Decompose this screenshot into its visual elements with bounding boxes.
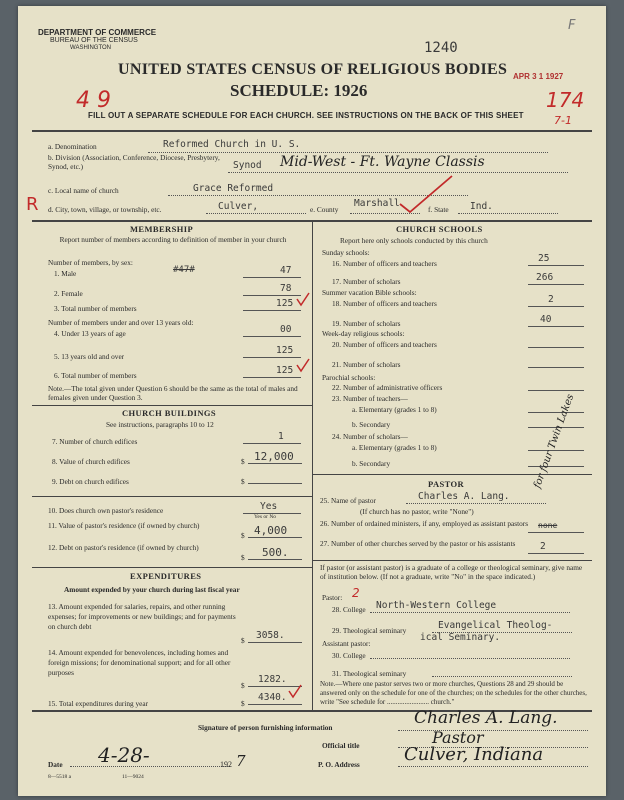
- year-printed: 192: [220, 760, 232, 769]
- county-label: e. County: [310, 205, 339, 214]
- q15-dollar: $: [241, 699, 245, 708]
- q13-line: [248, 642, 302, 643]
- state-label: f. State: [428, 205, 449, 214]
- expenditures-divider: [32, 567, 312, 568]
- q6-label: 6. Total number of members: [54, 371, 137, 380]
- q9-line: [248, 483, 302, 484]
- hand-left-number: 4 9: [76, 88, 111, 113]
- q5-label: 5. 13 years old and over: [54, 352, 125, 361]
- form-number: 8—5518 a: [48, 774, 72, 780]
- q29-label: 29. Theological seminary: [332, 626, 407, 635]
- q27-value: 2: [540, 541, 546, 552]
- q16-value: 25: [538, 253, 550, 264]
- pastor-note: Note.—Where one pastor serves two or more churches, Questions 28 and 29 should be answered only on the schedule for one of the churches; on the schedules for the other churches, write "See schedule for ........................ church.": [320, 680, 587, 706]
- q13-label: 13. Amount expended for salaries, repairs, and other running expenses; for improvements or new buildings; and for payments on church debt: [48, 602, 236, 631]
- q28-value: North-Western College: [376, 600, 497, 611]
- q11-value: 4,000: [254, 524, 288, 537]
- city-field-label: d. City, town, village, or township, etc.: [48, 205, 162, 214]
- q15-check: [288, 684, 302, 700]
- column-divider: [312, 220, 313, 710]
- city-line: [206, 213, 306, 214]
- q19-label: 19. Number of scholars: [332, 319, 401, 328]
- q6-check: [296, 358, 310, 374]
- q12-line: [248, 559, 302, 560]
- q3-line: [243, 310, 301, 311]
- membership-note: Report number of members according to definition of member in your church: [59, 235, 287, 244]
- q28-label: 28. College: [332, 605, 366, 614]
- local-name-value: Grace Reformed: [193, 183, 274, 194]
- q14-label: 14. Amount expended for benevolences, including homes and foreign missions; for denominational support; and for all other purposes: [48, 648, 231, 677]
- q12-label: 12. Debt on pastor's residence (if owned by church): [48, 543, 199, 552]
- buildings-title: CHURCH BUILDINGS: [122, 408, 217, 418]
- city-label: WASHINGTON: [70, 45, 112, 51]
- denomination-value: Reformed Church in U. S.: [163, 139, 301, 150]
- q6-line: [243, 377, 301, 378]
- date-label: Date: [48, 760, 63, 769]
- q25-note: (If church has no pastor, write "None"): [360, 507, 474, 516]
- q21-line: [528, 367, 584, 368]
- buildings-see: See instructions, paragraphs 10 to 12: [106, 420, 214, 429]
- q19-value: 40: [540, 314, 552, 325]
- hand-right-sub: 7-1: [554, 114, 572, 127]
- q13-value: 3058.: [256, 630, 285, 641]
- q14-value: 1282.: [258, 674, 287, 685]
- membership-title: MEMBERSHIP: [130, 224, 194, 234]
- q12-value: 500.: [262, 546, 289, 559]
- pastor-red-mark: 2: [352, 586, 360, 600]
- hand-right-number: 174: [546, 88, 585, 112]
- q29-continued: ical Seminary.: [420, 632, 501, 643]
- q4-line: [243, 336, 301, 337]
- division-hand: Mid-West - Ft. Wayne Classis: [280, 154, 485, 170]
- q4-value: 00: [280, 324, 292, 335]
- buildings-divider: [32, 405, 312, 406]
- q26-label: 26. Number of ordained ministers, if any, employed as assistant pastors: [320, 519, 529, 528]
- q11-label: 11. Value of pastor's residence (if owned by church): [48, 521, 200, 530]
- schools-title: CHURCH SCHOOLS: [396, 224, 483, 234]
- q1-line: [243, 277, 301, 278]
- q22-label: 22. Number of administrative officers: [332, 383, 443, 392]
- q20-line: [528, 347, 584, 348]
- q14-dollar: $: [241, 681, 245, 690]
- q13-dollar: $: [241, 636, 245, 645]
- pastor-residence-divider: [32, 496, 312, 497]
- q7-value: 1: [278, 431, 284, 442]
- division-typed: Synod: [233, 160, 262, 171]
- q12-dollar: $: [241, 553, 245, 562]
- yes-no-hint: Yes or No: [254, 514, 277, 520]
- parochial-label: Parochial schools:: [322, 373, 376, 382]
- q19-line: [528, 326, 584, 327]
- q15-line: [248, 704, 302, 705]
- q1-struck: #47#: [173, 265, 195, 275]
- address-label: P. O. Address: [318, 760, 360, 769]
- q23b-label: b. Secondary: [352, 420, 391, 429]
- q2-value: 78: [280, 283, 292, 294]
- q18-value: 2: [548, 294, 554, 305]
- local-name-label: c. Local name of church: [48, 186, 119, 195]
- q24a-label: a. Elementary (grades 1 to 8): [352, 443, 437, 452]
- q22-line: [528, 390, 584, 391]
- county-value: Marshall: [354, 198, 400, 209]
- sunday-label: Sunday schools:: [322, 248, 370, 257]
- q24b-line: [528, 466, 584, 467]
- top-divider: [32, 130, 592, 132]
- q16-label: 16. Number of officers and teachers: [332, 259, 437, 268]
- date-value: 4-28-: [98, 743, 150, 767]
- q26-value: none: [538, 521, 558, 530]
- q8-line: [248, 463, 302, 464]
- state-line: [458, 213, 558, 214]
- summer-label: Summer vacation Bible schools:: [322, 288, 417, 297]
- pastor-divider: [312, 474, 592, 475]
- q8-dollar: $: [241, 457, 245, 466]
- q3-value: 125: [276, 298, 294, 309]
- q16-line: [528, 265, 584, 266]
- division-label: b. Division (Association, Conference, Diocese, Presbytery, Synod, etc.): [48, 153, 220, 171]
- date-line: [70, 766, 230, 767]
- by-sex-label: Number of members, by sex:: [48, 258, 133, 267]
- q3-check: [296, 292, 310, 308]
- weekday-label: Week-day religious schools:: [322, 329, 405, 338]
- q27-label: 27. Number of other churches served by the pastor or his assistants: [320, 539, 516, 548]
- signature-label: Signature of person furnishing information: [198, 723, 333, 732]
- address-value: Culver, Indiana: [404, 744, 544, 765]
- q5-value: 125: [276, 345, 294, 356]
- q23a-line: [528, 412, 584, 413]
- q31-line: [432, 676, 572, 677]
- expenditures-sub: Amount expended by your church during last fiscal year: [64, 585, 240, 594]
- q11-line: [248, 537, 302, 538]
- address-line: [398, 766, 588, 767]
- official-title-value: Pastor: [432, 728, 484, 747]
- q7-label: 7. Number of church edifices: [52, 437, 138, 446]
- by-age-label: Number of members under and over 13 years old:: [48, 318, 194, 327]
- q21-label: 21. Number of scholars: [332, 360, 401, 369]
- year-hand: 7: [236, 752, 246, 770]
- q8-value: 12,000: [254, 450, 294, 463]
- q18-label: 18. Number of officers and teachers: [332, 299, 437, 308]
- form-number-2: 11—9024: [122, 774, 144, 780]
- q1-label: 1. Male: [54, 269, 77, 278]
- form-title: UNITED STATES CENSUS OF RELIGIOUS BODIES: [118, 61, 508, 78]
- division-line: [228, 172, 568, 173]
- q9-dollar: $: [241, 477, 245, 486]
- r-mark: R: [26, 194, 39, 215]
- signature-line: [398, 730, 588, 731]
- instruction-line: FILL OUT A SEPARATE SCHEDULE FOR EACH CHURCH. SEE INSTRUCTIONS ON THE BACK OF THIS SHEET: [88, 111, 524, 120]
- bureau-label: BUREAU OF THE CENSUS: [50, 37, 138, 44]
- membership-footnote: Note.—The total given under Question 6 should be the same as the total of males and females given under Question 3.: [48, 384, 298, 402]
- q20-label: 20. Number of officers and teachers: [332, 340, 437, 349]
- q25-label: 25. Name of pastor: [320, 496, 376, 505]
- q11-dollar: $: [241, 531, 245, 540]
- q25-value: Charles A. Lang.: [418, 491, 510, 502]
- census-form: [18, 6, 606, 796]
- q4-label: 4. Under 13 years of age: [54, 329, 126, 338]
- q15-value: 4340.: [258, 692, 287, 703]
- q2-line: [243, 295, 301, 296]
- q25-line: [406, 503, 546, 504]
- q30-label: 30. College: [332, 651, 366, 660]
- q10-label: 10. Does church own pastor's residence: [48, 506, 164, 515]
- q5-line: [243, 357, 301, 358]
- q8-label: 8. Value of church edifices: [52, 457, 130, 466]
- received-stamp: APR 3 1 1927: [513, 72, 564, 81]
- q7-line: [243, 443, 301, 444]
- q3-label: 3. Total number of members: [54, 304, 137, 313]
- city-value: Culver,: [218, 201, 259, 212]
- q27-line: [528, 553, 584, 554]
- q23-label: 23. Number of teachers—: [332, 394, 408, 403]
- schools-note: Report here only schools conducted by this church: [340, 236, 488, 245]
- grad-note: If pastor (or assistant pastor) is a graduate of a college or theological seminary, give name of institution below. (If not a graduate, write "No" in the space indicated.): [320, 563, 583, 581]
- denomination-label: a. Denomination: [48, 142, 97, 151]
- expenditures-title: EXPENDITURES: [130, 571, 202, 581]
- q17-label: 17. Number of scholars: [332, 277, 401, 286]
- q2-label: 2. Female: [54, 289, 83, 298]
- schedule-number: 1240: [424, 40, 458, 56]
- grad-divider: [312, 560, 592, 561]
- q17-value: 266: [536, 272, 554, 283]
- q1-value: 47: [280, 265, 292, 276]
- q24b-label: b. Secondary: [352, 459, 391, 468]
- q31-label: 31. Theological seminary: [332, 669, 407, 678]
- q28-line: [370, 612, 570, 613]
- q29-value: Evangelical Theolog-: [438, 620, 553, 631]
- q18-line: [528, 306, 584, 307]
- q10-value: Yes: [260, 501, 278, 512]
- signature-value: Charles A. Lang.: [414, 708, 558, 728]
- q6-value: 125: [276, 365, 294, 376]
- q17-line: [528, 284, 584, 285]
- official-title-label: Official title: [322, 741, 360, 750]
- state-value: Ind.: [470, 201, 493, 212]
- schedule-title: SCHEDULE: 1926: [230, 81, 368, 100]
- q23a-label: a. Elementary (grades 1 to 8): [352, 405, 437, 414]
- q15-label: 15. Total expenditures during year: [48, 699, 149, 708]
- corner-mark: F: [568, 18, 576, 33]
- department-label: DEPARTMENT OF COMMERCE: [38, 28, 157, 37]
- q9-label: 9. Debt on church edifices: [52, 477, 129, 486]
- q24-label: 24. Number of scholars—: [332, 432, 408, 441]
- pastor-sub-label: Pastor:: [322, 593, 343, 602]
- pastor-title: PASTOR: [428, 479, 465, 489]
- assistant-label: Assistant pastor:: [322, 639, 371, 648]
- margin-note: for four Twin Lakes: [532, 392, 577, 490]
- q30-line: [370, 658, 570, 659]
- red-check-mark: [396, 174, 456, 214]
- q26-line: [528, 532, 584, 533]
